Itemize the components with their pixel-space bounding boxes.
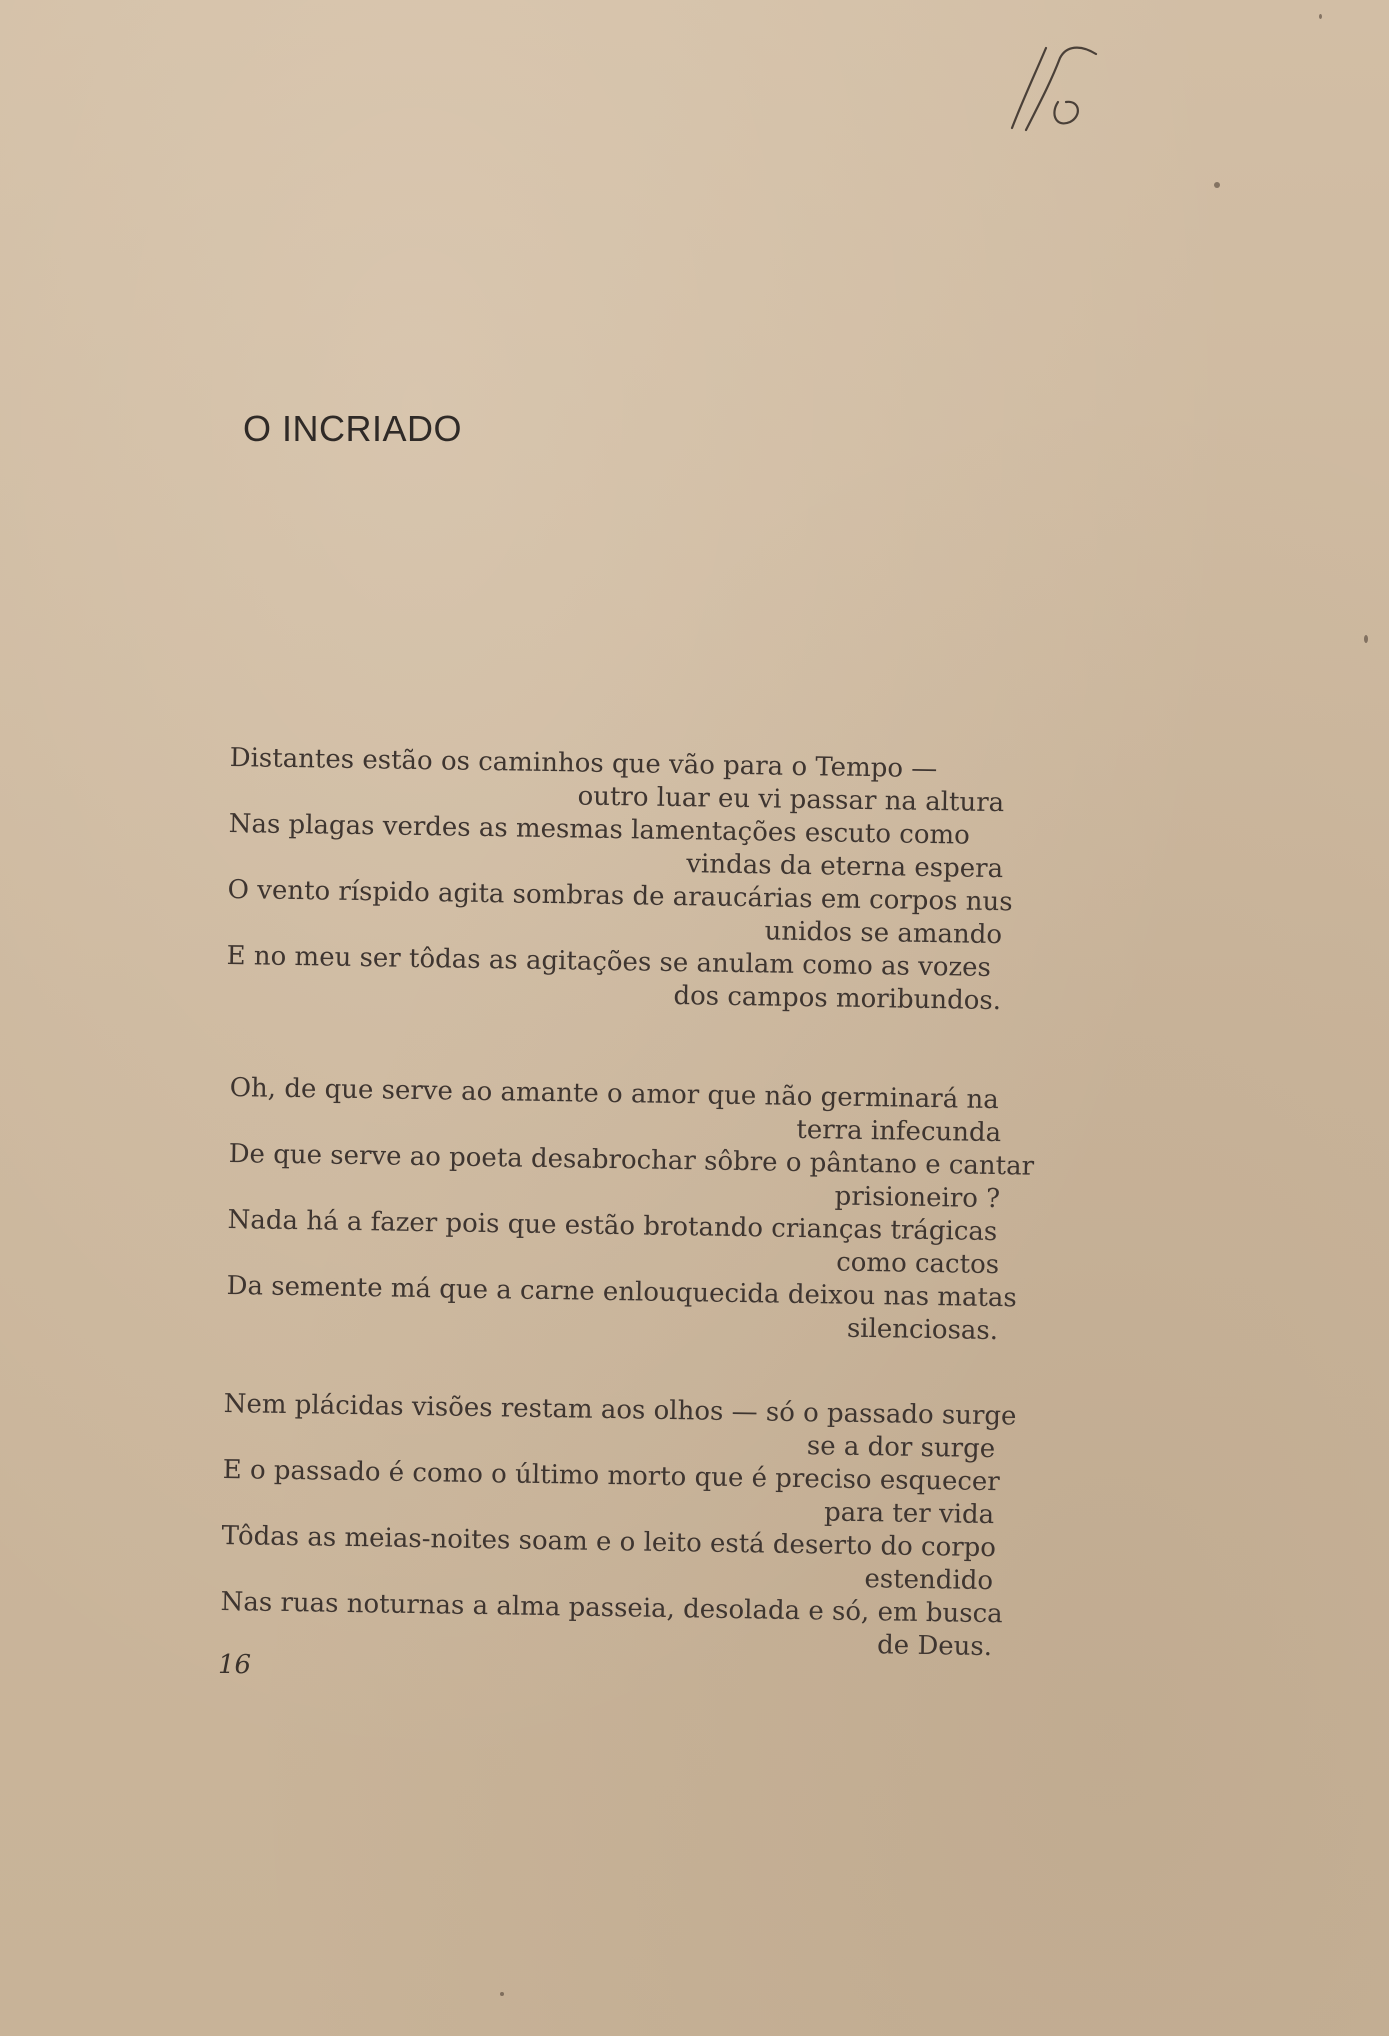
verse-line: de Deus. <box>876 1630 993 1663</box>
page-number: 16 <box>218 1650 252 1680</box>
stanza-1 <box>226 742 1013 1018</box>
verse-line: Nada há a fazer pois que estão brotando crianças trágicas <box>227 1204 998 1248</box>
verse-line: estendido <box>864 1564 994 1597</box>
paper-speck <box>500 1992 504 1996</box>
verse-line: De que serve ao poeta desabrochar sôbre o pântano e cantar <box>228 1138 1035 1182</box>
verse-line: Oh, de que serve ao amante o amor que não germinará na <box>229 1072 999 1116</box>
verse-line: Distantes estão os caminhos que vão para o Tempo — <box>229 742 938 785</box>
verse-line: Nas ruas noturnas a alma passeia, desolada e só, em busca <box>220 1586 1003 1630</box>
verse-line: vindas da eterna espera <box>686 849 1004 885</box>
verse-line: para ter vida <box>823 1497 995 1531</box>
verse-line: Nas plagas verdes as mesmas lamentações escuto como <box>228 808 971 851</box>
verse-line: E no meu ser tôdas as agitações se anulam como as vozes <box>226 940 992 983</box>
verse-line: Tôdas as meias-noites soam e o leito está deserto do corpo <box>221 1520 997 1564</box>
verse-line: dos campos moribundos. <box>673 980 1002 1017</box>
verse-line: se a dor surge <box>806 1431 996 1465</box>
verse-line: Nem plácidas visões restam aos olhos — só o passado surge <box>223 1388 1017 1432</box>
verse-line: O vento ríspido agita sombras de araucárias em corpos nus <box>227 874 1013 918</box>
handwritten-folio-number <box>1000 40 1110 135</box>
stanza-2 <box>226 1072 1035 1348</box>
verse-line: como cactos <box>835 1247 1000 1281</box>
paper-speck <box>1214 182 1220 188</box>
poem-title: O INCRIADO <box>243 408 463 449</box>
stanza-3 <box>220 1388 1017 1664</box>
verse-line: E o passado é como o último morto que é preciso esquecer <box>222 1454 1000 1498</box>
paper-speck <box>1319 14 1322 19</box>
verse-line: terra infecunda <box>796 1114 1002 1149</box>
paper-speck <box>1364 635 1368 643</box>
verse-line: Da semente má que a carne enlouquecida deixou nas matas <box>226 1270 1018 1314</box>
verse-line: outro luar eu vi passar na altura <box>577 781 1005 819</box>
verse-line: unidos se amando <box>764 916 1003 951</box>
verse-line: silenciosas. <box>846 1313 999 1347</box>
verse-line: prisioneiro ? <box>834 1181 1001 1215</box>
